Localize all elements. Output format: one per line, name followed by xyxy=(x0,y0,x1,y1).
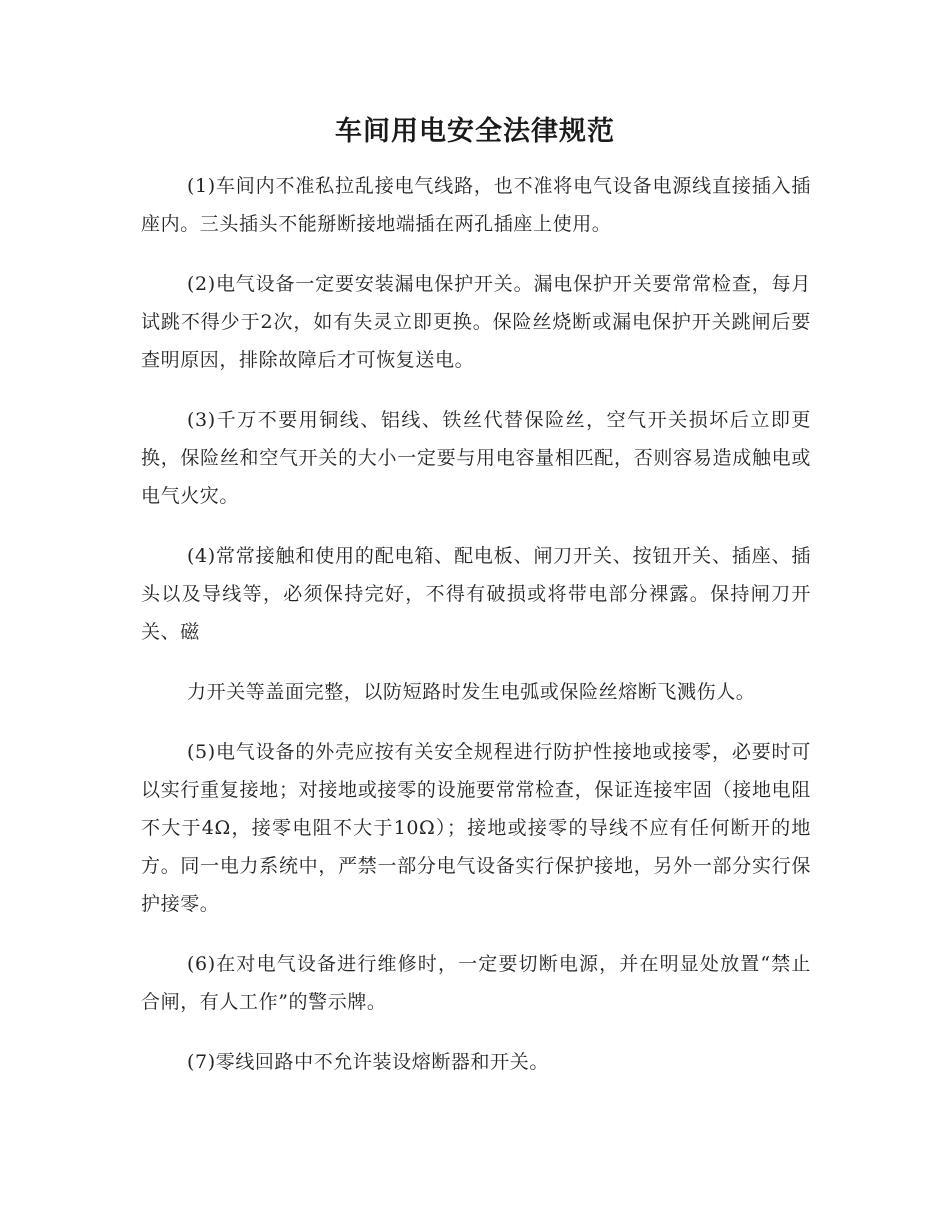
paragraph-7: (7)零线回路中不允许装设熔断器和开关。 xyxy=(187,1051,549,1073)
paragraph-4: (4)常常接触和使用的配电箱、配电板、闸刀开关、按钮开关、插座、插头以及导线等，必须保持完好，不得有破损或将带电部分裸露。保持闸刀开关、磁 xyxy=(141,545,811,643)
paragraph-1: (1)车间内不准私拉乱接电气线路，也不准将电气设备电源线直接插入插座内。三头插头不能掰断接地端插在两孔插座上使用。 xyxy=(141,175,811,235)
paragraph-2: (2)电气设备一定要安装漏电保护开关。漏电保护开关要常常检查，每月试跳不得少于2次，如有失灵立即更换。保险丝烧断或漏电保护开关跳闸后要查明原因，排除故障后才可恢复送电。 xyxy=(141,273,811,371)
paragraph-4-continued: 力开关等盖面完整，以防短路时发生电弧或保险丝熔断飞溅伤人。 xyxy=(187,681,756,703)
document-title: 车间用电安全法律规范 xyxy=(335,116,615,147)
paragraph-3: (3)千万不要用铜线、铝线、铁丝代替保险丝，空气开关损坏后立即更换，保险丝和空气开关的大小一定要与用电容量相匹配，否则容易造成触电或电气火灾。 xyxy=(141,409,811,507)
paragraph-5: (5)电气设备的外壳应按有关安全规程进行防护性接地或接零，必要时可以实行重复接地；对接地或接零的设施要常常检查，保证连接牢固（接地电阻不大于4Ω，接零电阻不大于10Ω）；接地或接零的导线不应有任何断开的地方。同一电力系统中，严禁一部分电气设备实行保护接地，另外一部分实行保护接零。 xyxy=(141,741,811,915)
paragraph-6: (6)在对电气设备进行维修时，一定要切断电源，并在明显处放置“禁止合闸，有人工作”的警示牌。 xyxy=(141,953,811,1013)
document-body xyxy=(141,167,811,1103)
